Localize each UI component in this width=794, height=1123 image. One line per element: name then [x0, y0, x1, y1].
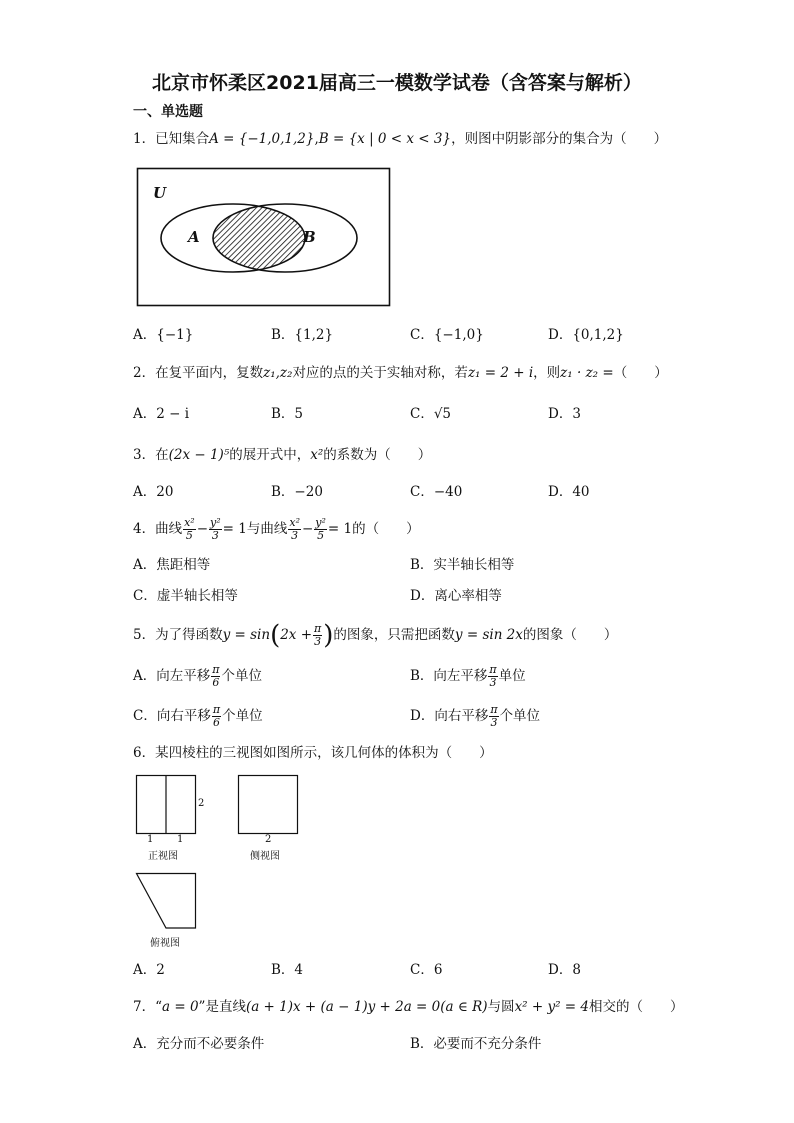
question-6-stem: 6．某四棱柱的三视图如图所示，该几何体的体积为（ ） — [133, 745, 493, 761]
q5-option-b[interactable]: B．向左平移 $\frac{\pi}{3}$ 单位 — [410, 663, 526, 689]
q3-option-a[interactable]: A．20 — [133, 484, 174, 500]
q2-tail: （ ） — [613, 365, 668, 381]
venn-label-b: B — [303, 228, 316, 246]
q2-option-d[interactable]: D．3 — [548, 406, 581, 422]
venn-label-u: U — [153, 184, 167, 202]
q7-option-b[interactable]: B．必要而不充分条件 — [410, 1036, 542, 1052]
q3-option-c[interactable]: C．−40 — [410, 484, 463, 500]
q1-set-a: A = {−1,0,1,2} — [209, 131, 315, 147]
q7-circle: x² + y² = 4 — [514, 999, 590, 1015]
q3-mid: 的展开式中， — [229, 447, 311, 463]
side-view-caption: 侧视图 — [250, 851, 280, 862]
q1-set-b: B = {x | 0 < x < 3} — [318, 131, 452, 147]
q5-mid: 的图象，只需把函数 — [333, 627, 455, 643]
q4-minus-2: − — [301, 521, 314, 537]
q7-condition: a = 0 — [162, 999, 199, 1015]
q7-mid: ”是直线 — [198, 999, 246, 1015]
q3-expression: (2x − 1)⁵ — [168, 447, 230, 463]
page-title: 北京市怀柔区2021届高三一模数学试卷（含答案与解析） — [152, 72, 642, 94]
q3-option-b[interactable]: B．−20 — [271, 484, 323, 500]
q4-eq-2: = 1 — [327, 521, 353, 537]
q4-minus-1: − — [196, 521, 209, 537]
q2-condition: z₁ = 2 + i — [467, 365, 534, 381]
q1-option-c[interactable]: C．{−1,0} — [410, 327, 484, 343]
q1-sep: , — [314, 131, 319, 147]
q7-tail: 相交的（ ） — [589, 999, 684, 1015]
q3-stem-text: 3．在 — [133, 447, 169, 463]
q1-tail: ，则图中阴影部分的集合为（ ） — [451, 131, 668, 147]
q1-option-a[interactable]: A．{−1} — [133, 327, 194, 343]
q2-stem-text: 2．在复平面内，复数 — [133, 365, 264, 381]
q4-option-b[interactable]: B．实半轴长相等 — [410, 557, 515, 573]
q7-line: (a + 1)x + (a − 1)y + 2a = 0(a ∈ R) — [245, 999, 488, 1015]
section-heading: 一、单选题 — [133, 104, 203, 120]
question-1-stem — [133, 130, 667, 148]
q2-option-c[interactable]: C．√5 — [410, 406, 452, 422]
q5-tail: 的图象（ ） — [522, 627, 618, 643]
q5-option-a[interactable]: A．向左平移 $\frac{\pi}{6}$ 个单位 — [133, 663, 262, 689]
q4-c1-frac2: $\frac{\text{y²}}{3}$ — [210, 516, 221, 542]
q6-option-d[interactable]: D．8 — [548, 962, 581, 978]
side-view-width: 2 — [265, 834, 272, 845]
q1-option-d[interactable]: D．{0,1,2} — [548, 327, 624, 343]
q5-func-2: y = sin 2x — [454, 627, 523, 643]
front-view-diagram — [136, 775, 196, 835]
q5-option-c[interactable]: C．向右平移 $\frac{\pi}{6}$ 个单位 — [133, 703, 263, 729]
question-3-stem — [133, 446, 431, 464]
q6-option-c[interactable]: C．6 — [410, 962, 443, 978]
q4-c2-frac1: $\frac{\text{x²}}{3}$ — [289, 516, 300, 542]
q7-option-a[interactable]: A．充分而不必要条件 — [133, 1036, 265, 1052]
q7-stem-text: 7．“ — [133, 999, 162, 1015]
q5-func-1b: 2x + — [280, 627, 313, 643]
q1-stem-text: 1．已知集合 — [133, 131, 210, 147]
q6-option-a[interactable]: A．2 — [133, 962, 165, 978]
q2-mid2: ，则 — [533, 365, 561, 381]
front-view-caption: 正视图 — [148, 851, 178, 862]
q2-option-b[interactable]: B．5 — [271, 406, 304, 422]
venn-diagram — [137, 168, 391, 307]
q6-option-b[interactable]: B．4 — [271, 962, 304, 978]
q2-expression: z₁ · z₂ = — [560, 365, 614, 381]
front-view-width-2: 1 — [177, 834, 184, 845]
q3-tail: 的系数为（ ） — [323, 447, 432, 463]
top-view-caption: 俯视图 — [150, 938, 180, 949]
q4-stem-text: 4．曲线 — [133, 521, 183, 537]
top-view-diagram — [136, 873, 196, 929]
q4-tail: 的（ ） — [352, 521, 420, 537]
q3-option-d[interactable]: D．40 — [548, 484, 590, 500]
question-5-stem: 5．为了得函数y = sin(2x + $\frac{\pi}{3}$ )的图象，只需把函数y = sin 2x的图象（ ） — [133, 620, 618, 651]
question-4-stem — [133, 515, 420, 543]
question-2-stem — [133, 364, 668, 382]
q4-eq-1: = 1 — [222, 521, 247, 537]
q2-mid: 对应的点的关于实轴对称，若 — [292, 365, 468, 381]
q3-term: x² — [310, 447, 324, 463]
q4-c1-frac1: $\frac{\text{x²}}{5}$ — [184, 516, 195, 542]
front-view-width-1: 1 — [147, 834, 154, 845]
q4-option-d[interactable]: D．离心率相等 — [410, 588, 502, 604]
q4-option-a[interactable]: A．焦距相等 — [133, 557, 211, 573]
front-view-height: 2 — [198, 798, 205, 809]
q5-func-1a: y = sin — [222, 627, 271, 643]
q1-option-b[interactable]: B．{1,2} — [271, 327, 334, 343]
q2-option-a[interactable]: A．2 − i — [133, 406, 190, 422]
question-7-stem — [133, 998, 684, 1016]
q5-option-d[interactable]: D．向右平移 $\frac{\pi}{3}$ 个单位 — [410, 703, 541, 729]
venn-label-a: A — [188, 228, 200, 246]
q5-func-1-frac: $\frac{\pi}{3}$ — [314, 622, 322, 648]
q5-stem-text: 5．为了得函数 — [133, 627, 223, 643]
q7-mid2: 与圆 — [487, 999, 515, 1015]
q2-vars: z₁,z₂ — [263, 365, 293, 381]
q4-option-c[interactable]: C．虚半轴长相等 — [133, 588, 238, 604]
q4-mid: 与曲线 — [246, 521, 288, 537]
q4-c2-frac2: $\frac{\text{y²}}{5}$ — [315, 516, 326, 542]
side-view-diagram — [238, 775, 298, 835]
